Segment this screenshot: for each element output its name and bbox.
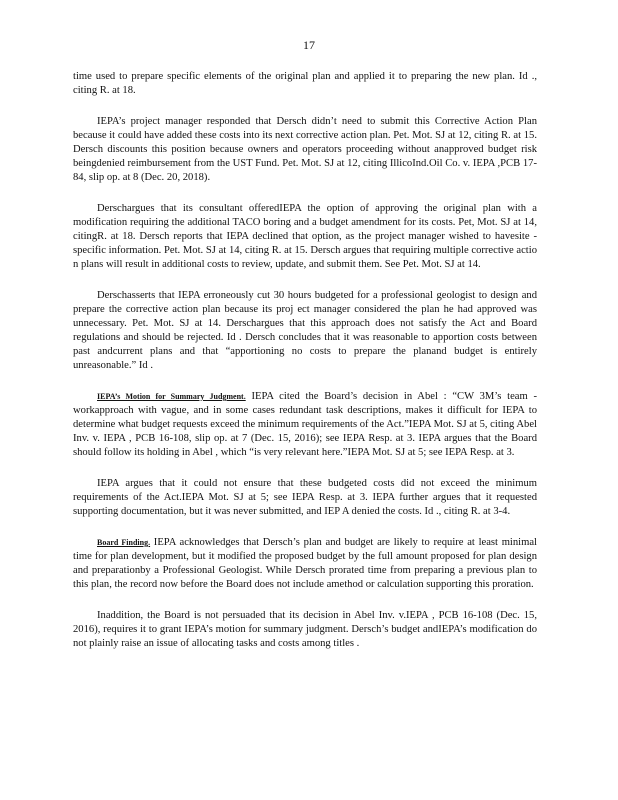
paragraph-7-text: IEPA acknowledges that Dersch’s plan and budget are likely to require at least minimal time for plan development, but it modified the proposed budget by the full amount proposed for plan design and preparationby a Professional Geologist. While Dersch prorated time from preparing a previous plan to this plan, the record now before the Board does not include amethod or calculation supporting this proration. [73, 537, 537, 590]
paragraph-6: IEPA argues that it could not ensure that these budgeted costs did not exceed the minimum requirements of the Act.IEPA Mot. SJ at 5; see IEPA Resp. at 3. IEPA further argues that it requested supporting documentation, but it was never submitted, and IEP A denied the costs. Id ., citing R. at 3-4. [73, 478, 537, 517]
document-body [73, 70, 537, 668]
paragraph-5 [73, 390, 537, 460]
paragraph-5-text: IEPA cited the Board’s decision in Abel : “CW 3M’s team -workapproach with vague, and in some cases redundant task descriptions, makes it difficult for IEPA to determine what budget requests exceed the minimum requirements of the Act.”IEPA Mot. SJ at 5, citing Abel Inv. v. IEPA , PCB 16-108, slip op. at 7 (Dec. 15, 2016); see IEPA Resp. at 3. IEPA argues that the Board should follow its holding in Abel , which “is very relevant here.”IEPA Mot. SJ at 5; see IEPA Resp. at 3. [73, 391, 537, 458]
section-heading-board-finding: Board Finding. [97, 538, 151, 547]
paragraph-8: Inaddition, the Board is not persuaded that its decision in Abel Inv. v.IEPA , PCB 16-108 (Dec. 15, 2016), requires it to grant IEPA’s motion for summary judgment. Dersch’s budget andIEPA’s modification do not plainly raise an issue of allocating tasks and costs among titles . [73, 610, 537, 649]
page-number: 17 [303, 38, 315, 52]
paragraph-7 [73, 536, 537, 592]
paragraph-1: time used to prepare specific elements of the original plan and applied it to preparing the new plan. Id ., citing R. at 18. [73, 71, 537, 96]
paragraph-2: IEPA’s project manager responded that Dersch didn’t need to submit this Corrective Action Plan because it could have added these costs into its next corrective action plan. Pet. Mot. SJ at 12, citing R. at 15. Dersch discounts this position because owners and operators proceeding without anapproved budget risk beingdenied reimbursement from the UST Fund. Pet. Mot. SJ at 12, citing IllicoInd.Oil Co. v. IEPA ,PCB 17-84, slip op. at 8 (Dec. 20, 2018). [73, 116, 537, 183]
paragraph-3: Derschargues that its consultant offeredIEPA the option of approving the original plan with a modification requiring the additional TACO boring and a budget amendment for its costs. Pet, Mot. SJ at 14, citingR. at 18. Dersch reports that IEPA declined that option, as the project manager wished to havesite -specific information. Pet. Mot. SJ at 14, citing R. at 15. Dersch argues that requiring multiple corrective actio n plans will result in additional costs to review, update, and submit them. See Pet. Mot. SJ at 14. [73, 203, 537, 270]
paragraph-4: Derschasserts that IEPA erroneously cut 30 hours budgeted for a professional geologist to design and prepare the corrective action plan because its proj ect manager considered the plan he had approved was unnecessary. Pet. Mot. SJ at 14. Derschargues that this approach does not satisfy the Act and Board regulations and should be rejected. Id . Dersch concludes that it was reasonable to apportion costs between past andcurrent plans and that “apportioning no costs to prepare the planand budget is entirely unreasonable.” Id . [73, 290, 537, 371]
section-heading-iepa-motion: IEPA’s Motion for Summary Judgment. [97, 392, 246, 401]
